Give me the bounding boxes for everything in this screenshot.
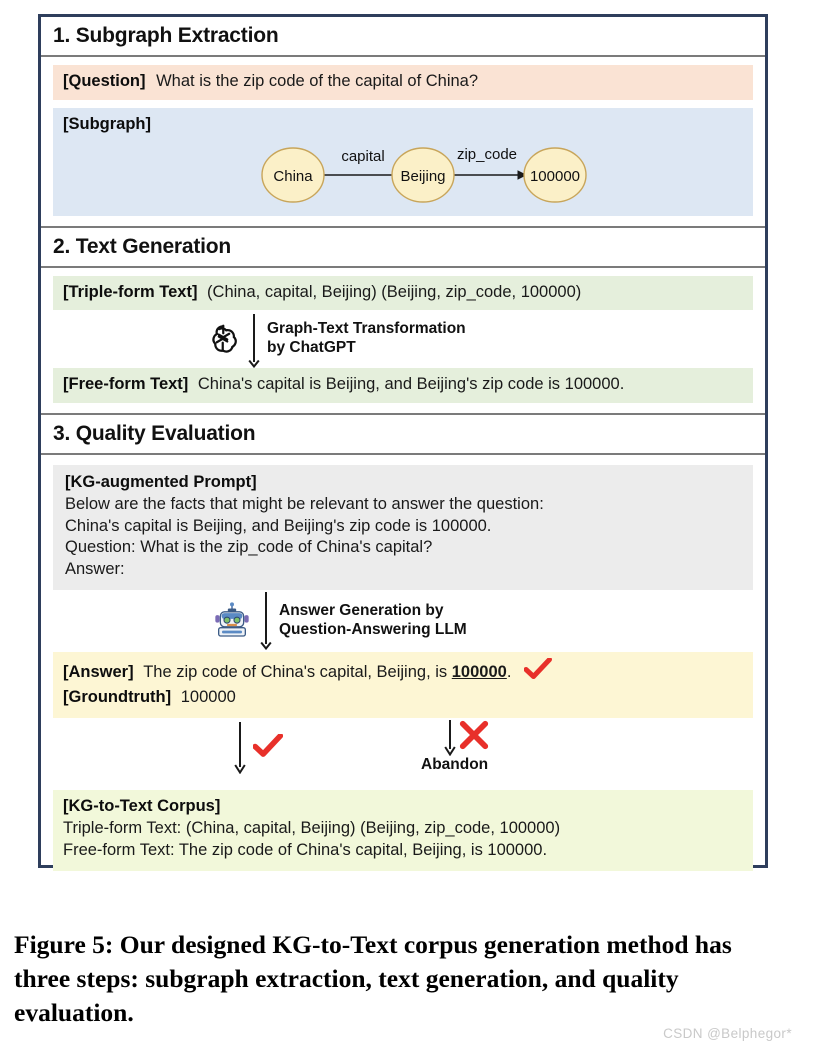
prompt-line-2: China's capital is Beijing, and Beijing's zip code is 100000.: [65, 516, 492, 535]
red-check-icon: [524, 658, 552, 687]
prompt-line-4: Answer:: [65, 560, 125, 579]
groundtruth-value: 100000: [180, 687, 236, 706]
arrow-down-icon: [443, 720, 457, 756]
transformation-label: [267, 320, 466, 358]
section-header-quality-evaluation: 3. Quality Evaluation: [41, 413, 765, 455]
knowledge-graph-diagram: [63, 138, 743, 212]
figure-panel: [38, 14, 768, 868]
question-tag: [Question]: [63, 72, 146, 90]
transformation-arrow-down: [247, 354, 261, 373]
figure-caption: Figure 5: Our designed KG-to-Text corpus generation method has three steps: subgraph extraction, text generation, and quality evaluation.: [14, 930, 732, 1028]
robot-icon: [211, 600, 253, 642]
section-body-text-generation: [41, 268, 765, 414]
graph-node-label-china: China: [273, 167, 313, 185]
abandon-label: Abandon: [421, 756, 489, 774]
groundtruth-tag: [Groundtruth]: [63, 687, 172, 706]
free-form-text: China's capital is Beijing, and Beijing's zip code is 100000.: [197, 375, 625, 394]
answer-text-before: The zip code of China's capital, Beijing, is: [143, 662, 452, 681]
red-check-icon-svg: [253, 734, 283, 758]
triple-form-text-box: [53, 276, 753, 311]
answer-generation-label: [279, 602, 467, 640]
question-box: [53, 65, 753, 100]
section-header-subgraph-extraction: 1. Subgraph Extraction: [41, 17, 765, 57]
decision-zone: [53, 718, 753, 790]
corpus-triple-form-line: Triple-form Text: (China, capital, Beijing) (Beijing, zip_code, 100000): [63, 819, 561, 838]
free-form-tag: [Free-form Text]: [63, 375, 189, 394]
red-cross-icon-svg: [459, 720, 489, 750]
kg-augmented-prompt-box: [53, 465, 753, 590]
csdn-watermark: CSDN @Belphegor*: [663, 1026, 792, 1041]
robot-icon-svg: [212, 601, 252, 641]
accept-red-check-icon: [253, 734, 283, 758]
openai-logo-svg: [206, 321, 240, 355]
answer-generation-label-line1: Answer Generation by: [279, 601, 444, 619]
kg-to-text-corpus-tag: [KG-to-Text Corpus]: [63, 797, 221, 816]
arrow-down-icon: [259, 636, 273, 650]
answer-generation-arrow-down: [259, 636, 273, 655]
corpus-free-form-line: Free-form Text: The zip code of China's capital, Beijing, is 100000.: [63, 840, 548, 859]
answer-generation-label-line2: Question-Answering LLM: [279, 620, 467, 638]
answer-line: [63, 658, 743, 687]
answer-generation-annotation: [53, 590, 753, 652]
triple-form-text: (China, capital, Beijing) (Beijing, zip_code, 100000): [207, 282, 582, 301]
answer-text-after: .: [506, 662, 512, 681]
prompt-line-3: Question: What is the zip_code of China's capital?: [65, 538, 433, 557]
triple-form-tag: [Triple-form Text]: [63, 282, 198, 301]
edge-label-capital: capital: [341, 147, 385, 165]
subgraph-box: [53, 108, 753, 216]
kg-to-text-corpus-box: [53, 790, 753, 870]
section-header-text-generation: 2. Text Generation: [41, 226, 765, 268]
groundtruth-line: [63, 687, 743, 709]
red-check-icon-svg: [524, 658, 552, 680]
answer-value: 100000: [451, 662, 507, 681]
section-body-quality-evaluation: [41, 455, 765, 881]
graph-node-label-beijing: Beijing: [400, 167, 446, 185]
question-text: What is the zip code of the capital of China?: [156, 72, 479, 90]
subgraph-tag: [Subgraph]: [63, 114, 151, 133]
kg-augmented-prompt-tag: [KG-augmented Prompt]: [65, 473, 257, 492]
transformation-label-line1: Graph-Text Transformation: [267, 320, 466, 338]
free-form-text-box: [53, 368, 753, 403]
accept-arrow-down: [233, 722, 247, 779]
graph-text-transformation-annotation: [53, 310, 753, 368]
arrow-down-icon: [233, 722, 247, 774]
arrow-down-icon: [247, 354, 261, 368]
answer-box: [53, 652, 753, 719]
section-body-subgraph-extraction: [41, 57, 765, 226]
transformation-label-line2: by ChatGPT: [267, 339, 356, 357]
reject-red-cross-icon: [459, 720, 489, 750]
reject-arrow-down: [443, 720, 457, 761]
prompt-line-1: Below are the facts that might be relevant to answer the question:: [65, 494, 544, 513]
answer-tag: [Answer]: [63, 662, 134, 681]
edge-label-zip-code: zip_code: [456, 145, 518, 163]
openai-logo-icon: [205, 320, 241, 356]
knowledge-graph-svg: [63, 138, 753, 212]
graph-node-label-zip: 100000: [529, 167, 581, 185]
